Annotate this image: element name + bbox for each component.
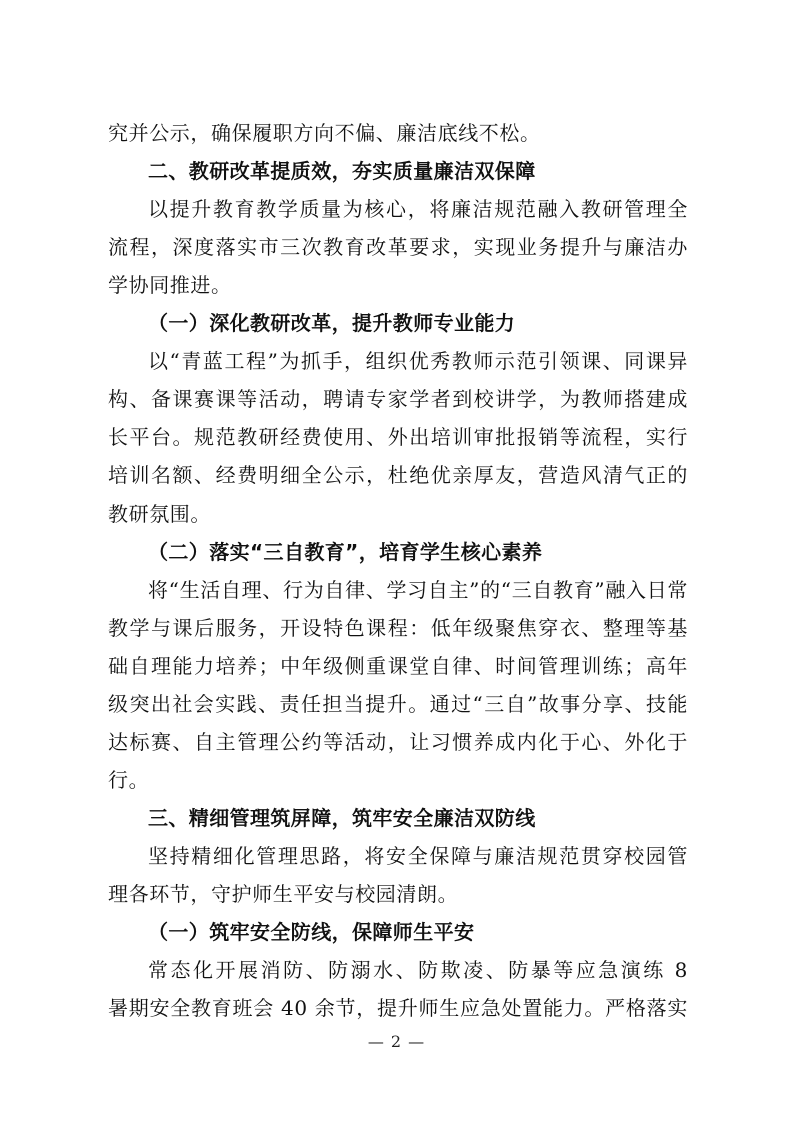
body-text-line: 构、备课赛课等活动，聘请专家学者到校讲学，为教师搭建成	[108, 387, 688, 412]
body-text-line: 将“生活自理、行为自律、学习自主”的“三自教育”融入日常	[148, 577, 688, 602]
body-text-line: 础自理能力培养；中年级侧重课堂自律、时间管理训练；高年	[108, 653, 688, 678]
body-text-line: 行。	[108, 767, 150, 792]
body-text-line: 学协同推进。	[108, 273, 232, 298]
section-heading: 三、精细管理筑屏障，筑牢安全廉洁双防线	[148, 805, 536, 830]
body-text-line: 常态化开展消防、防溺水、防欺凌、防暴等应急演练 8	[148, 958, 688, 983]
body-text-line: 级突出社会实践、责任担当提升。通过“三自”故事分享、技能	[108, 691, 688, 716]
subsection-heading: （一）筑牢安全防线，保障师生平安	[148, 920, 475, 945]
body-text-line: 以提升教育教学质量为核心，将廉洁规范融入教研管理全	[148, 197, 688, 222]
body-text-line: 流程，深度落实市三次教育改革要求，实现业务提升与廉洁办	[108, 235, 688, 260]
body-text-line: 达标赛、自主管理公约等活动，让习惯养成内化于心、外化于	[108, 729, 688, 754]
body-text-line: 坚持精细化管理思路，将安全保障与廉洁规范贯穿校园管	[148, 843, 688, 868]
subsection-heading: （一）深化教研改革，提升教师专业能力	[148, 311, 516, 336]
section-heading: 二、教研改革提质效，夯实质量廉洁双保障	[148, 159, 536, 184]
body-text-line: 教学与课后服务，开设特色课程：低年级聚焦穿衣、整理等基	[108, 615, 688, 640]
body-text-line: 长平台。规范教研经费使用、外出培训审批报销等流程，实行	[108, 425, 688, 450]
page-number: — 2 —	[367, 1032, 426, 1051]
subsection-heading: （二）落实“三自教育”，培育学生核心素养	[148, 539, 543, 564]
body-text-line: 以“青蓝工程”为抓手，组织优秀教师示范引领课、同课异	[148, 349, 688, 374]
body-text-line: 究并公示，确保履职方向不偏、廉洁底线不松。	[108, 121, 541, 145]
body-text-line: 培训名额、经费明细全公示，杜绝优亲厚友，营造风清气正的	[108, 463, 688, 488]
body-text-line: 暑期安全教育班会 40 余节，提升师生应急处置能力。严格落实	[108, 996, 688, 1021]
body-text-line: 教研氛围。	[108, 501, 211, 526]
body-text-line: 理各环节，守护师生平安与校园清朗。	[108, 882, 459, 906]
